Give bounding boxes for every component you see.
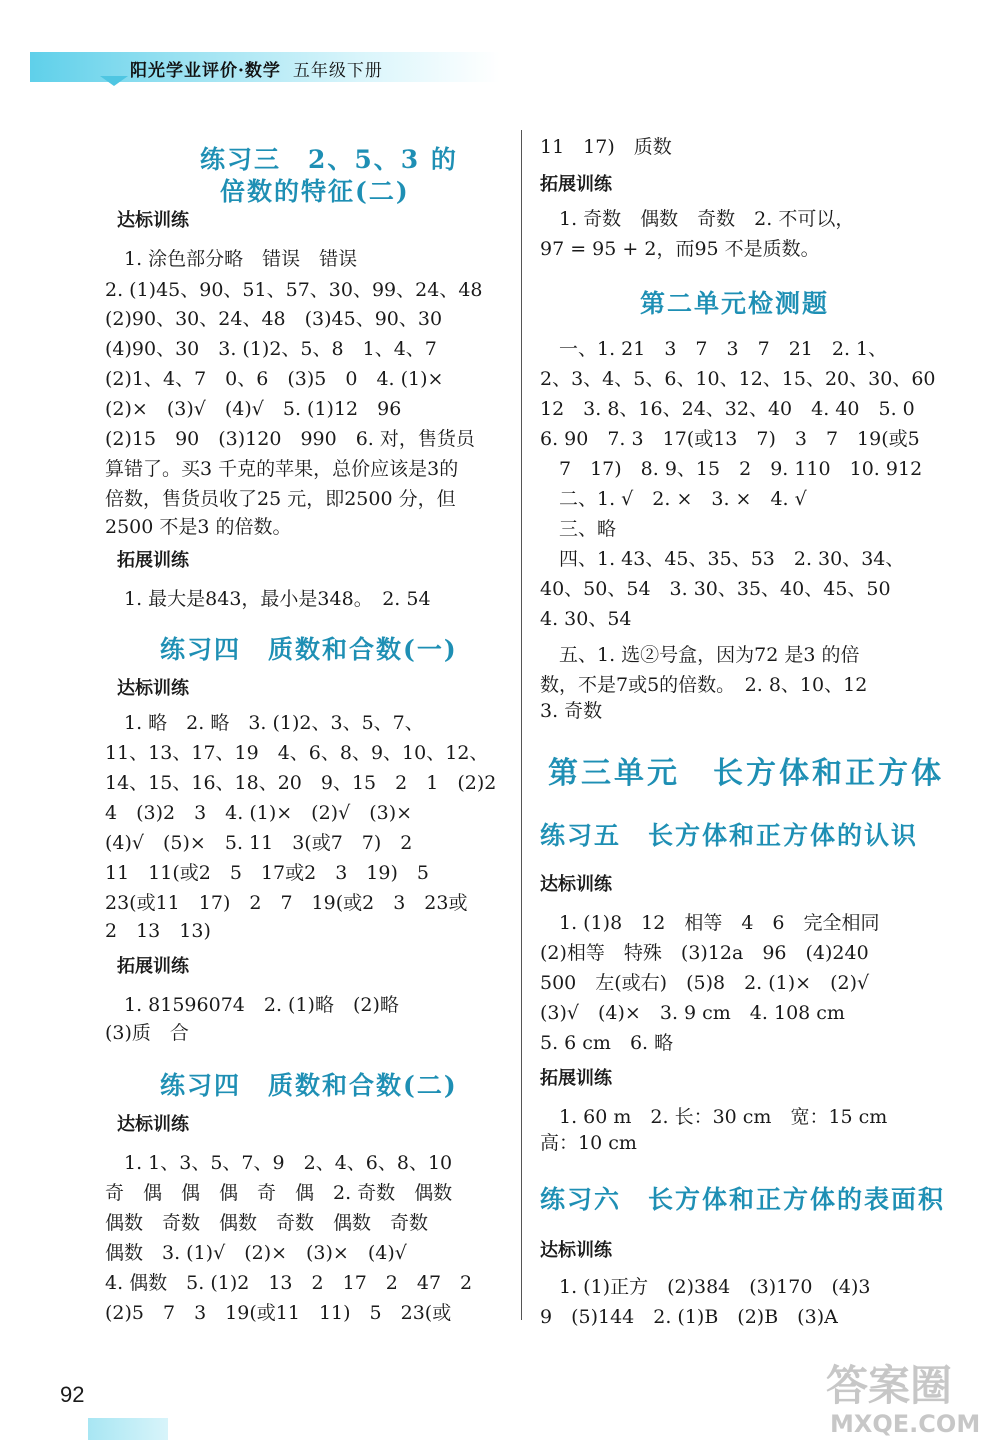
text-line: 7 17) 8. 9、15 2 9. 110 10. 912 bbox=[540, 458, 923, 480]
watermark-text-bottom: MXQE.COM bbox=[830, 1410, 981, 1438]
text-line: 数，不是7或5的倍数。 2. 8、10、12 bbox=[540, 674, 868, 696]
section-title: 练习三 2、5、3 的 bbox=[200, 145, 458, 174]
text-line: (2)相等 特殊 (3)12a 96 (4)240 bbox=[540, 942, 869, 964]
running-header bbox=[130, 56, 383, 81]
sub-heading: 达标训练 bbox=[540, 874, 612, 895]
text-line: 1. 60 m 2. 长：30 cm 宽：15 cm bbox=[540, 1106, 888, 1128]
text-line: 1. 涂色部分略 错误 错误 bbox=[105, 248, 358, 270]
text-line: 二、1. √ 2. × 3. × 4. √ bbox=[540, 488, 807, 510]
text-line: (3)√ (4)× 3. 9 cm 4. 108 cm bbox=[540, 1002, 845, 1024]
section-title: 练习四 质数和合数(一) bbox=[160, 635, 458, 664]
text-line: 算错了。买3 千克的苹果，总价应该是3的 bbox=[105, 458, 459, 480]
text-line: (4)90、30 3. (1)2、5、8 1、4、7 bbox=[105, 338, 437, 360]
sub-heading: 达标训练 bbox=[540, 1240, 612, 1261]
text-line: (2)× (3)√ (4)√ 5. (1)12 96 bbox=[105, 398, 402, 420]
watermark-text-top: 答案圈 bbox=[826, 1361, 953, 1410]
text-line: 倍数，售货员收了25 元，即2500 分，但 bbox=[105, 488, 456, 510]
text-line: 1. 81596074 2. (1)略 (2)略 bbox=[105, 994, 399, 1016]
text-line: (2)15 90 (3)120 990 6. 对，售货员 bbox=[105, 428, 475, 450]
text-line: 97 = 95 + 2，而95 不是质数。 bbox=[540, 238, 820, 260]
text-line: 2500 不是3 的倍数。 bbox=[105, 516, 292, 538]
unit-title: 第三单元 长方体和正方体 bbox=[548, 756, 944, 791]
section-title: 练习六 长方体和正方体的表面积 bbox=[540, 1185, 946, 1214]
section-title: 倍数的特征(二) bbox=[220, 177, 410, 206]
sub-heading: 拓展训练 bbox=[117, 550, 189, 571]
sub-heading: 拓展训练 bbox=[540, 1068, 612, 1089]
text-line: 2、3、4、5、6、10、12、15、20、30、60 bbox=[540, 368, 936, 390]
text-line: 高：10 cm bbox=[540, 1132, 637, 1154]
text-line: 11 17) 质数 bbox=[540, 136, 672, 158]
series-title: 阳光学业评价·数学 bbox=[130, 61, 281, 81]
text-line: 4. 偶数 5. (1)2 13 2 17 2 47 2 bbox=[105, 1272, 473, 1294]
text-line: 五、1. 选②号盒，因为72 是3 的倍 bbox=[540, 644, 860, 666]
text-line: 2 13 13) bbox=[105, 920, 211, 942]
grade-label: 五年级下册 bbox=[292, 61, 383, 81]
section-title: 练习五 长方体和正方体的认识 bbox=[540, 821, 919, 850]
text-line: 4 (3)2 3 4. (1)× (2)√ (3)× bbox=[105, 802, 413, 824]
column-divider bbox=[521, 130, 522, 1320]
text-line: 23(或11 17) 2 7 19(或2 3 23或 bbox=[105, 892, 468, 914]
text-line: 4. 30、54 bbox=[540, 608, 632, 630]
text-line: (3)质 合 bbox=[105, 1022, 189, 1044]
footer-band bbox=[88, 1418, 168, 1440]
sub-heading: 达标训练 bbox=[117, 210, 189, 231]
text-line: 3. 奇数 bbox=[540, 700, 603, 722]
text-line: 5. 6 cm 6. 略 bbox=[540, 1032, 674, 1054]
text-line: 1. 最大是843，最小是348。 2. 54 bbox=[105, 588, 431, 610]
text-line: 1. (1)正方 (2)384 (3)170 (4)3 bbox=[540, 1276, 871, 1298]
text-line: 11、13、17、19 4、6、8、9、10、12、 bbox=[105, 742, 489, 764]
text-line: (2)5 7 3 19(或11 11) 5 23(或 bbox=[105, 1302, 452, 1324]
text-line: 一、1. 21 3 7 3 7 21 2. 1、 bbox=[540, 338, 888, 360]
text-line: 1. 奇数 偶数 奇数 2. 不可以， bbox=[540, 208, 855, 230]
sub-heading: 拓展训练 bbox=[540, 174, 612, 195]
text-line: 1. 略 2. 略 3. (1)2、3、5、7、 bbox=[105, 712, 424, 734]
text-line: 偶数 奇数 偶数 奇数 偶数 奇数 bbox=[105, 1212, 429, 1234]
text-line: 2. (1)45、90、51、57、30、99、24、48 bbox=[105, 279, 483, 301]
text-line: (2)90、30、24、48 (3)45、90、30 bbox=[105, 308, 443, 330]
section-title: 练习四 质数和合数(二) bbox=[160, 1071, 458, 1100]
text-line: (4)√ (5)× 5. 11 3(或7 7) 2 bbox=[105, 832, 413, 854]
text-line: 1. (1)8 12 相等 4 6 完全相同 bbox=[540, 912, 880, 934]
text-line: 1. 1、3、5、7、9 2、4、6、8、10 bbox=[105, 1152, 453, 1174]
section-title: 第二单元检测题 bbox=[640, 289, 830, 318]
text-line: 500 左(或右) (5)8 2. (1)× (2)√ bbox=[540, 972, 870, 994]
text-line: 三、略 bbox=[540, 518, 617, 540]
text-line: 11 11(或2 5 17或2 3 19) 5 bbox=[105, 862, 429, 884]
text-line: 奇 偶 偶 偶 奇 偶 2. 奇数 偶数 bbox=[105, 1182, 453, 1204]
text-line: 9 (5)144 2. (1)B (2)B (3)A bbox=[540, 1306, 838, 1328]
text-line: 40、50、54 3. 30、35、40、45、50 bbox=[540, 578, 891, 600]
watermark-logo bbox=[820, 1350, 990, 1438]
text-line: 四、1. 43、45、35、53 2. 30、34、 bbox=[540, 548, 905, 570]
page-number: 92 bbox=[60, 1382, 85, 1407]
sub-heading: 拓展训练 bbox=[117, 956, 189, 977]
text-line: 14、15、16、18、20 9、15 2 1 (2)2 bbox=[105, 772, 497, 794]
sub-heading: 达标训练 bbox=[117, 1114, 189, 1135]
sub-heading: 达标训练 bbox=[117, 678, 189, 699]
header-arrow-decoration bbox=[100, 76, 128, 86]
text-line: 12 3. 8、16、24、32、40 4. 40 5. 0 bbox=[540, 398, 915, 420]
text-line: 偶数 3. (1)√ (2)× (3)× (4)√ bbox=[105, 1242, 407, 1264]
text-line: (2)1、4、7 0、6 (3)5 0 4. (1)× bbox=[105, 368, 444, 390]
text-line: 6. 90 7. 3 17(或13 7) 3 7 19(或5 bbox=[540, 428, 920, 450]
